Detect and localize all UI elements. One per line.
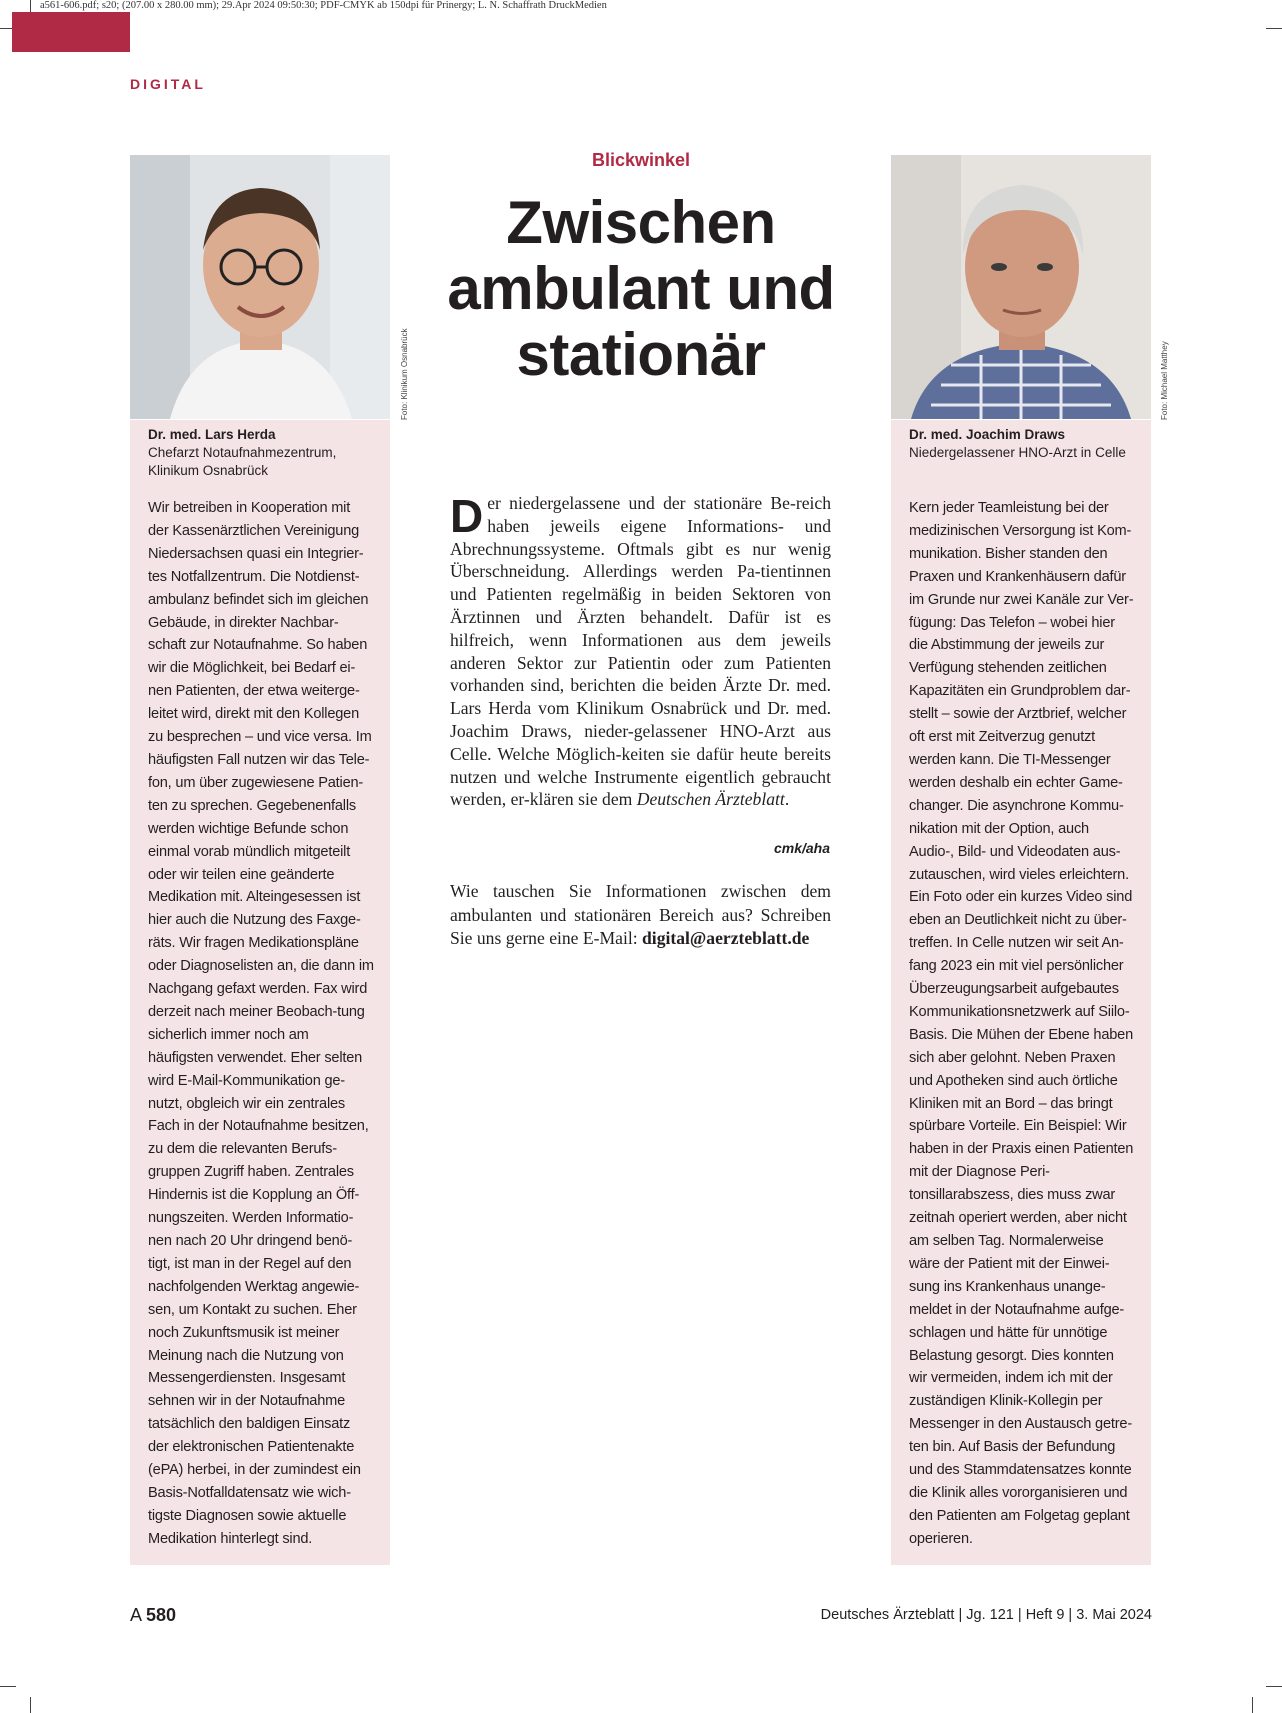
crop-mark-left-bottom	[0, 1686, 16, 1687]
photo-credit-right: Foto: Michael Matthey	[1160, 341, 1169, 420]
footer-issue: Heft 9	[1025, 1607, 1065, 1623]
kicker: Blickwinkel	[591, 150, 691, 170]
left-statement: Wir betreiben in Kooperation mit der Kassenärztlichen Vereinigung Niedersachsen quasi ein Integrier-tes Notfallzentrum. Die Notdienst-ambulanz befindet sich im gleichen Gebäude, in direkter Nachbar-schaft zur Notaufnahme. So haben wir die Möglichkeit, bei Bedarf ei-nen Patienten, der etwa weiterge-leitet wird, direkt mit den Kollegen zu besprechen – und vice versa. Im häufigsten Fall nutzen wir das Tele-fon, um über zugewiesene Patien-ten zu sprechen. Gegebenenfalls werden wichtige Befunde schon einmal vorab mündlich mitgeteilt oder wir teilen eine geänderte Medikation mit. Alteingesessen ist hier auch die Nutzung des Faxge-räts. Wir fragen Medikationspläne oder Diagnoselisten an, die dann im Nachgang gefaxt werden. Fax wird derzeit nach meiner Beobach-tung sicherlich immer noch am häufigsten verwendet. Eher selten wird E-Mail-Kommunikation ge-nutzt, obgleich wir ein zentrales Fach in der Notaufnahme besitzen, zu dem die relevanten Berufs-gruppen Zugriff haben. Zentrales Hindernis ist die Kopplung an Öff-nungszeiten. Werden Informatio-nen nach 20 Uhr dringend benö-tigt, ist man in der Regel auf den nachfolgenden Werktag angewie-sen, um Kontakt zu suchen. Eher noch Zukunftsmusik ist meiner Meinung nach die Nutzung von Messengerdiensten. Insgesamt sehnen wir in der Notaufnahme tatsächlich den baldigen Einsatz der elektronischen Patientenakte (ePA) herbei, in der zumindest ein Basis-Notfalldatensatz wie wich-tigste Diagnosen sowie aktuelle Medikation hinterlegt sind.	[148, 500, 374, 1547]
left-person-role: Chefarzt Notaufnahmezentrum, Klinikum Osnabrück	[148, 445, 337, 478]
section-color-tab	[12, 12, 130, 52]
photo-credit-left: Foto: Klinikum Osnabrück	[400, 328, 409, 420]
intro-paragraph	[450, 492, 831, 811]
crop-mark-bottom-left	[30, 1697, 31, 1713]
email-link[interactable]: digital@aerzteblatt.de	[642, 928, 810, 948]
author-signature: cmk/aha	[773, 840, 830, 856]
right-person-role: Niedergelassener HNO-Arzt in Celle	[909, 445, 1126, 460]
question-text: Wie tauschen Sie Informationen zwischen dem ambulanten und stationären Bereich aus? Schreiben Sie uns gerne eine E-Mail:	[450, 881, 831, 948]
page-number-value: 580	[146, 1605, 177, 1625]
footer-publication: Deutsches Ärzteblatt	[820, 1607, 955, 1623]
section-label: DIGITAL	[130, 76, 206, 92]
footer-date: 3. Mai 2024	[1076, 1607, 1152, 1623]
portrait-joachim-draws	[891, 155, 1151, 419]
print-slug: a561-606.pdf; s20; (207.00 x 280.00 mm); 29.Apr 2024 09:50:30; PDF-CMYK ab 150dpi für Prinergy; L. N. Schaffrath DruckMedien	[40, 0, 607, 11]
crop-mark-right-bottom	[1266, 1686, 1282, 1687]
headline: Zwischen ambulant und stationär	[447, 189, 835, 388]
crop-mark-bottom-right	[1252, 1697, 1253, 1713]
intro-text-end: .	[784, 789, 790, 810]
left-person-name: Dr. med. Lars Herda	[148, 427, 276, 442]
portrait-lars-herda	[130, 155, 390, 419]
footer-publication-info: Deutsches Ärzteblatt | Jg. 121 | Heft 9 | 3. Mai 2024	[820, 1607, 1152, 1623]
intro-text: er niedergelassene und der stationäre Be-reich haben jeweils eigene Informations- und Abrechnungssysteme. Oftmals gibt es nur wenig Überschneidung. Allerdings werden Pa-tientinnen und Patienten regelmäßig in beiden Sektoren von Ärztinnen und Ärzten behandelt. Dafür ist es hilfreich, wenn Informationen aus dem jeweils anderen Sektor zur Patientin oder zum Patienten vorhanden sind, berichten die beiden Ärzte Dr. med. Lars Herda vom Klinikum Osnabrück und Dr. med. Joachim Draws, nieder-gelassener HNO-Arzt aus Celle. Welche Möglich-keiten sie dafür heute bereits nutzen und welche Instrumente eigentlich gebraucht werden, er-klären sie dem	[450, 493, 831, 810]
publication-name: Deutschen Ärzteblatt	[636, 789, 785, 810]
reader-question	[450, 880, 831, 951]
right-statement: Kern jeder Teamleistung bei der medizinischen Versorgung ist Kom-munikation. Bisher standen den Praxen und Krankenhäusern dafür im Grunde nur zwei Kanäle zur Ver-fügung: Das Telefon – wobei hier die Abstimmung der jeweils zur Verfügung stehenden zeitlichen Kapazitäten ein Grundproblem dar-stellt – sowie der Arztbrief, welcher oft erst mit Zeitverzug genutzt werden kann. Die TI-Messenger werden deshalb ein echter Game-changer. Die asynchrone Kommu-nikation mit der Option, auch Audio-, Bild- und Videodaten aus-zutauschen, wird vieles erleichtern. Ein Foto oder ein kurzes Video sind eben an Deutlichkeit nicht zu über-treffen. In Celle nutzen wir seit An-fang 2023 ein mit viel persönlicher Überzeugungsarbeit aufgebautes Kommunikationsnetzwerk auf Siilo-Basis. Die Mühen der Ebene haben sich aber gelohnt. Neben Praxen und Apotheken sind auch örtliche Kliniken mit an Bord – das bringt spürbare Vorteile. Ein Beispiel: Wir haben in der Praxis einen Patienten mit der Diagnose Peri-tonsillarabszess, dies muss zwar zeitnah operiert werden, aber nicht am selben Tag. Normalerweise wäre der Patient mit der Einwei-sung ins Krankenhaus unange-meldet in der Notaufnahme aufge-schlagen und hätte für unnötige Belastung gesorgt. Dies konnten wir vermeiden, indem ich mit der zuständigen Klinik-Kollegin per Messenger in den Austausch getre-ten bin. Auf Basis der Befundung und des Stammdatensatzes konnte die Klinik alles vororganisieren und den Patienten am Folgetag geplant operieren.	[909, 500, 1134, 1547]
footer-volume: Jg. 121	[966, 1607, 1014, 1623]
page-number	[130, 1605, 176, 1626]
page-prefix: A	[130, 1605, 142, 1625]
right-person-name: Dr. med. Joachim Draws	[909, 427, 1066, 442]
dropcap: D	[450, 490, 484, 542]
crop-mark-right-top	[1266, 28, 1282, 29]
